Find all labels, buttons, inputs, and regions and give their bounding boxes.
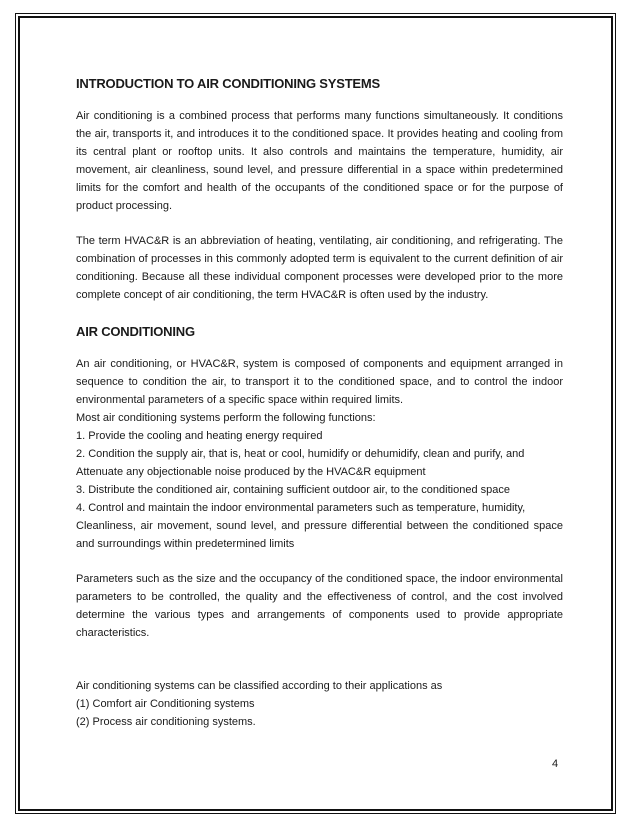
functions-intro: Most air conditioning systems perform the following functions: <box>76 412 376 424</box>
function-item-4-continued: Cleanliness, air movement, sound level, and pressure differential between the conditioned space and surroundings within predetermined limits <box>76 520 563 550</box>
classification-intro: Air conditioning systems can be classified according to their applications as <box>76 680 443 692</box>
section-heading-introduction: INTRODUCTION TO AIR CONDITIONING SYSTEMS <box>76 76 381 91</box>
classification-item-1: (1) Comfort air Conditioning systems <box>76 698 255 710</box>
intro-paragraph-1: Air conditioning is a combined process that performs many functions simultaneously. It conditions the air, transports it, and introduces it to the conditioned space. It provides heating and cooling from its central plant or rooftop units. It also controls and maintains the temperature, humidity, air movement, air cleanliness, sound level, and pressure differential in a space within predetermined limits for the comfort and health of the occupants of the conditioned space or for the purpose of product processing. <box>76 110 563 212</box>
section-heading-air-conditioning: AIR CONDITIONING <box>76 324 195 339</box>
function-item-2: 2. Condition the supply air, that is, heat or cool, humidify or dehumidify, clean and purify, and <box>76 448 525 460</box>
page-number: 4 <box>552 758 559 770</box>
document-body <box>76 75 563 731</box>
ac-paragraph-2: Parameters such as the size and the occupancy of the conditioned space, the indoor environmental parameters to be controlled, the quality and the effectiveness of control, and the cost involved determine the various types and arrangements of components used to provide appropriate characteristics. <box>76 573 563 639</box>
function-item-4: 4. Control and maintain the indoor environmental parameters such as temperature, humidity, <box>76 502 526 514</box>
classification-item-2: (2) Process air conditioning systems. <box>76 716 256 728</box>
intro-paragraph-2: The term HVAC&R is an abbreviation of heating, ventilating, air conditioning, and refrigerating. The combination of processes in this commonly adopted term is equivalent to the current definition of air conditioning. Because all these individual component processes were developed prior to the more complete concept of air conditioning, the term HVAC&R is often used by the industry. <box>76 235 563 301</box>
function-item-2-continued: Attenuate any objectionable noise produced by the HVAC&R equipment <box>76 466 426 478</box>
ac-paragraph-1: An air conditioning, or HVAC&R, system is composed of components and equipment arranged in sequence to condition the air, to transport it to the conditioned space, and to control the indoor environmental parameters of a specific space within required limits. <box>76 358 563 406</box>
function-item-3: 3. Distribute the conditioned air, containing sufficient outdoor air, to the conditioned space <box>76 484 510 496</box>
function-item-1: 1. Provide the cooling and heating energy required <box>76 430 323 442</box>
